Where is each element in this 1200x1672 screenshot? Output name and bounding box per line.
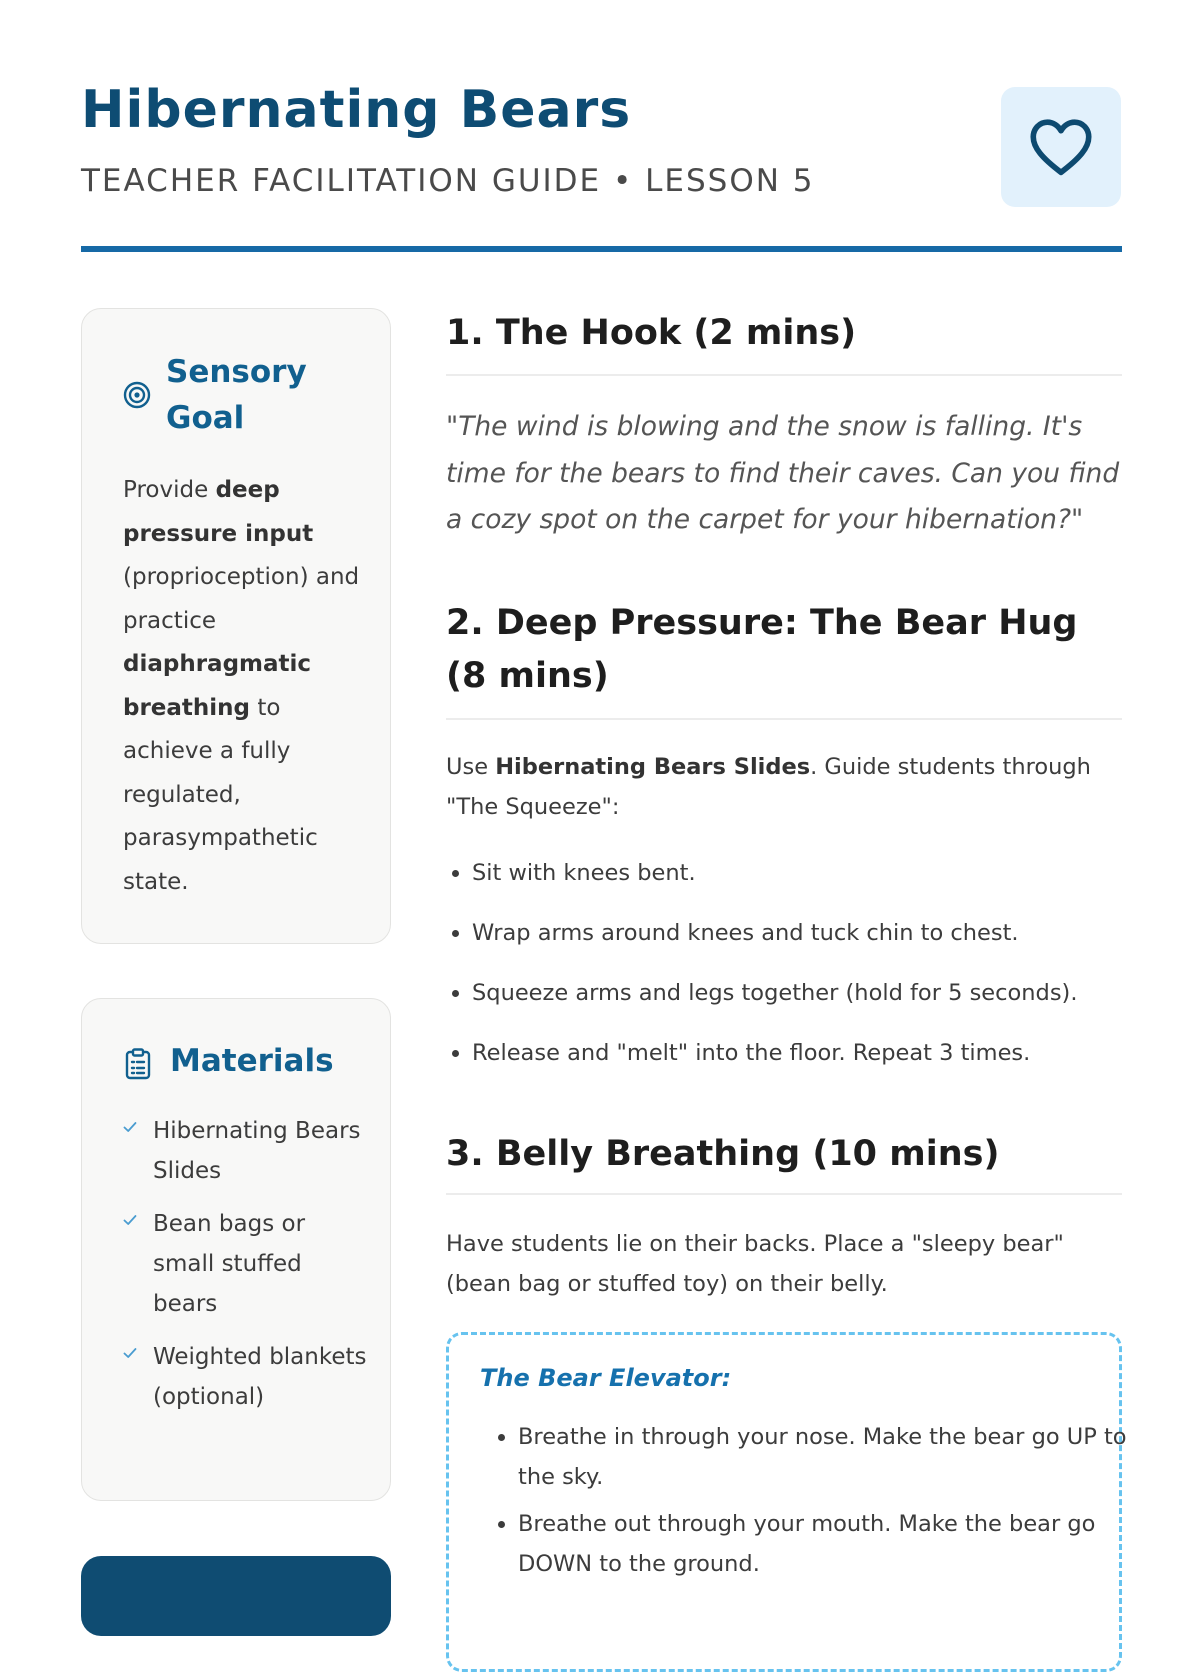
callout-list	[480, 1417, 1128, 1591]
hook-quote: "The wind is blowing and the snow is falling. It's time for the bears to find their caves. Can you find a cozy spot on the carpet for your hibernation?"	[446, 411, 1120, 535]
check-icon	[123, 1214, 137, 1226]
sensory-goal-text: Provide deep pressure input (proprioception) and practice diaphragmatic breathing to achieve a fully regulated, parasympathetic state.	[123, 477, 360, 895]
callout-title: The Bear Elevator:	[480, 1364, 732, 1392]
list-item: • Sit with knees bent.	[472, 853, 1122, 893]
favorite-button[interactable]	[1001, 87, 1121, 207]
section-heading-bear-hug: 2. Deep Pressure: The Bear Hug (8 mins)	[446, 603, 1078, 696]
materials-item: Hibernating Bears Slides	[123, 1111, 373, 1191]
list-item: • Breathe out through your mouth. Make the bear go DOWN to the ground.	[518, 1504, 1128, 1584]
bear-elevator-callout	[446, 1332, 1127, 1672]
page-title: Hibernating Bears	[81, 80, 632, 140]
page-subtitle: TEACHER FACILITATION GUIDE • LESSON 5	[81, 163, 815, 199]
check-icon	[123, 1347, 137, 1359]
materials-list	[123, 1111, 373, 1430]
materials-item: Weighted blankets (optional)	[123, 1337, 373, 1417]
sensory-goal-card	[81, 308, 391, 944]
section-divider	[446, 718, 1122, 720]
list-item: • Release and "melt" into the floor. Repeat 3 times.	[472, 1033, 1122, 1073]
header-divider	[81, 246, 1122, 252]
sensory-goal-title: Sensory Goal	[166, 354, 307, 436]
sidebar-dark-card	[81, 1556, 391, 1636]
section-divider	[446, 374, 1122, 376]
list-item: • Wrap arms around knees and tuck chin to chest.	[472, 913, 1122, 953]
check-icon	[123, 1121, 137, 1133]
section-heading-belly-breathing: 3. Belly Breathing (10 mins)	[446, 1134, 1000, 1174]
bear-hug-intro: Use Hibernating Bears Slides. Guide students through "The Squeeze":	[446, 754, 1091, 820]
materials-title: Materials	[170, 1043, 334, 1079]
belly-breathing-intro: Have students lie on their backs. Place a "sleepy bear" (bean bag or stuffed toy) on their belly.	[446, 1231, 1064, 1297]
bear-hug-steps	[446, 853, 1122, 1093]
list-item: • Squeeze arms and legs together (hold for 5 seconds).	[472, 973, 1122, 1013]
lesson-page	[81, 0, 1127, 1600]
clipboard-icon	[125, 1048, 151, 1080]
section-divider	[446, 1193, 1122, 1195]
materials-card	[81, 998, 391, 1501]
target-icon	[123, 381, 151, 409]
materials-item: Bean bags or small stuffed bears	[123, 1204, 373, 1324]
heart-icon	[1029, 117, 1093, 177]
list-item: • Breathe in through your nose. Make the bear go UP to the sky.	[518, 1417, 1128, 1497]
section-heading-hook: 1. The Hook (2 mins)	[446, 313, 857, 353]
